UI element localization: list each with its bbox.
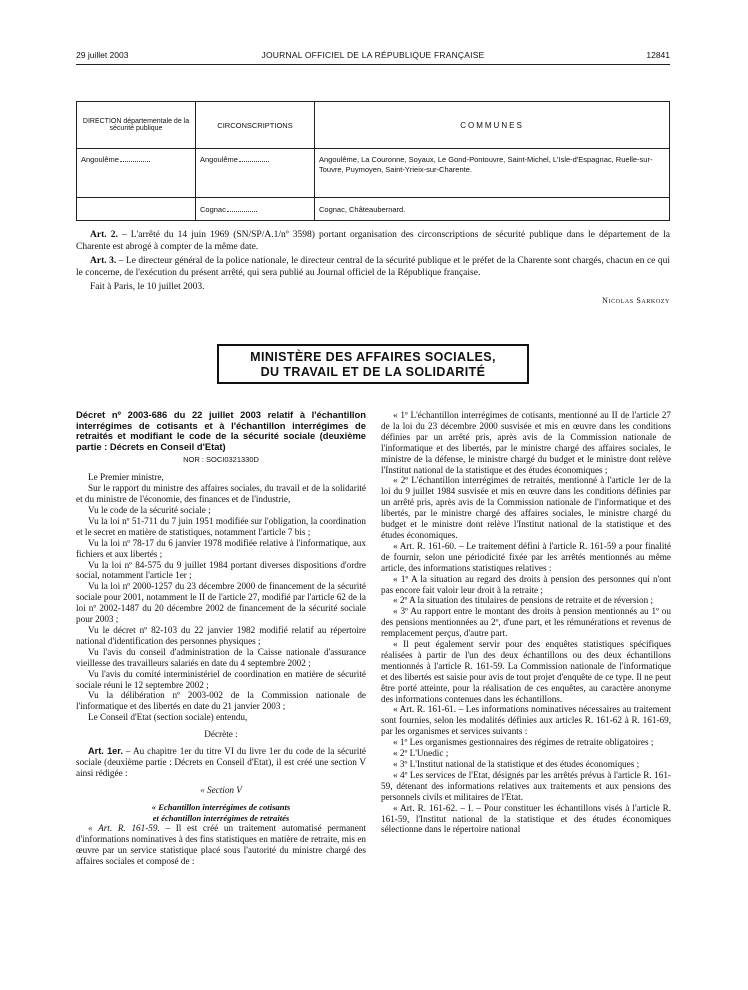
paragraph: « Art. R. 161-60. – Le traitement défini à l'article R. 161-59 a pour finalité de fournir, selon une périodicité fixée par les arrêtés mentionnés au même article, des informations statistiques relatives :: [381, 540, 671, 573]
ministry-box: [217, 344, 529, 384]
paragraph: Vu la loi nº 2000-1257 du 23 décembre 2000 de financement de la sécurité sociale pour 2001, notamment le II de l'article 27, modifié par l'article 62 de la loi nº 2002-1487 du 20 décembre 2002 de financement de la sécurité sociale pour 2003 ;: [76, 581, 366, 625]
article-3: Art. 3. – Le directeur général de la police nationale, le directeur central de la sécurité publique et le préfet de la Charente sont chargés, chacun en ce qui le concerne, de l'exécution du présent arrêté, qui sera publié au Journal officiel de la République française.: [76, 256, 670, 278]
paragraph: « 1º A la situation au regard des droits à pension des personnes qui n'ont pas encore fait valoir leur droit à la retraite ;: [381, 573, 671, 595]
paragraph: « 2º A la situation des titulaires de pensions de retraite et de réversion ;: [393, 595, 654, 606]
paragraph: Vu la délibération nº 2003-002 de la Commission nationale de l'informatique et des libertés en date du 21 janvier 2003 ;: [76, 690, 366, 712]
decrete: Décrète :: [204, 729, 238, 740]
articles-block: [76, 230, 670, 297]
section-title: « Section V: [200, 784, 242, 795]
paragraph: Le Conseil d'Etat (section sociale) entendu,: [88, 712, 248, 723]
cell-communes: Cognac, Châteaubernard.: [315, 198, 670, 221]
paragraph: « Il peut également servir pour des enquêtes statistiques spécifiques réalisées à partir de l'un des deux échantillons ou des deux échantillons mentionnés à l'article R. 161-59. La Commission nationale de l'informatique et des libertés est saisie pour avis de tout projet d'enquête de ce type. Il ne peut être porté atteinte, pour la réalisation de ces enquêtes, au caractère anonyme des informations contenues dans les échantillons.: [381, 639, 671, 704]
cell-circonscription: Cognac: [196, 198, 315, 221]
paragraph: « Art. R. 161-61. – Les informations nominatives nécessaires au traitement sont fournies, selon les modalités définies aux articles R. 161-62 à R. 161-69, par les organismes et services suivants :: [381, 704, 671, 737]
fait-a-paris: Fait à Paris, le 10 juillet 2003.: [90, 282, 205, 292]
header-journal-title: JOURNAL OFFICIEL DE LA RÉPUBLIQUE FRANÇAISE: [261, 50, 485, 60]
paragraph: Vu la loi nº 51-711 du 7 juin 1951 modifiée sur l'obligation, la coordination et le secret en matière de statistiques, notamment l'article 7 bis ;: [76, 515, 366, 537]
header-direction: DIRECTION départementale de la sécurité publique: [77, 102, 196, 149]
table-row: [77, 198, 670, 221]
circonscriptions-table: [76, 101, 670, 221]
header-date: 29 juillet 2003: [76, 50, 129, 60]
section-subtitle-1: « Echantillon interrégimes de cotisants: [151, 801, 291, 812]
paragraph: Vu l'avis du comité interministériel de coordination en matière de sécurité sociale réuni le 12 septembre 2002 ;: [76, 668, 366, 690]
section-subtitle-2: et échantillon interrégimes de retraités: [152, 812, 290, 823]
decree-title: Décret nº 2003-686 du 22 juillet 2003 relatif à l'échantillon interrégimes de cotisants et à l'échantillon interrégimes de retraités et modifiant le code de la sécurité sociale (deuxième partie : Décrets en Conseil d'Etat): [76, 409, 366, 452]
table-row: [77, 149, 670, 198]
paragraph: « 3º Au rapport entre le montant des droits à pension mentionnés au 1º ou des pensions mentionnées au 2º, d'une part, et les rémunérations et revenus de remplacement perçus, d'autre part.: [381, 606, 671, 639]
cell-communes: Angoulême, La Couronne, Soyaux, Le Gond-Pontouvre, Saint-Michel, L'Isle-d'Espagnac, Ruelle-sur-Touvre, Puymoyen, Saint-Yrieix-sur-Charente.: [315, 149, 670, 198]
header-page-number: 12841: [646, 50, 670, 60]
header-communes: COMMUNES: [315, 102, 670, 149]
article-1: Art. 1er. – Au chapitre 1er du titre VI du livre 1er du code de la sécurité sociale (deuxième partie : Décrets en Conseil d'Etat), il est créé une section V ainsi rédigée :: [76, 746, 366, 778]
paragraph: « 1º L'échantillon interrégimes de cotisants, mentionné au II de l'article 27 de la loi du 23 décembre 2000 susvisée et mis en œuvre dans les conditions définies par un arrêté pris, après avis de la Commission nationale de l'informatique et des libertés, par le ministre chargé des affaires sociales, le ministre de la défense, le ministre chargé du budget et le ministre dont relève l'Institut national de la statistique et des études économiques ;: [381, 410, 671, 475]
paragraph: Vu l'avis du conseil d'administration de la Caisse nationale d'assurance vieillesse des travailleurs salariés en date du 4 septembre 2002 ;: [76, 646, 366, 668]
article-r-161-59: « Art. R. 161-59. – Il est créé un traitement automatisé permanent d'informations nominatives à des fins statistiques en matière de retraite, mis en œuvre par un service statistique placé sous l'autorité du ministre chargé des affaires sociales et composé de :: [76, 823, 366, 867]
ministry-line-2: DU TRAVAIL ET DE LA SOLIDARITÉ: [260, 365, 486, 379]
cell-direction: [77, 198, 196, 221]
paragraph: « Art. R. 161-62. – I. – Pour constituer les échantillons visés à l'article R. 161-59, l'Institut national de la statistique et des études économiques sélectionne dans le répertoire national: [381, 802, 671, 835]
paragraph: Vu la loi nº 84-575 du 9 juillet 1984 portant diverses dispositions d'ordre social, notamment l'article 1er ;: [76, 559, 366, 581]
paragraph: Vu le code de la sécurité sociale ;: [88, 505, 211, 515]
paragraph: Sur le rapport du ministre des affaires sociales, du travail et de la solidarité et du ministre de l'économie, des finances et de l'industrie,: [76, 483, 366, 505]
signature: Nicolas Sarkozy: [602, 296, 670, 305]
paragraph: « 3º L'Institut national de la statistique et des études économiques ;: [393, 759, 640, 769]
cell-direction: Angoulême: [77, 149, 196, 198]
right-column: [381, 410, 671, 835]
nor-reference: NOR : SOCI0321330D: [183, 455, 259, 465]
header-circonscriptions: CIRCONSCRIPTIONS: [196, 102, 315, 149]
paragraph: Vu le décret nº 82-103 du 22 janvier 1982 modifié relatif au répertoire national d'identification des personnes physiques ;: [76, 624, 366, 646]
header-rule: [76, 64, 670, 65]
paragraph: « 2º L'échantillon interrégimes de retraités, mentionné à l'article 1er de la loi du 9 juillet 1984 susvisée et mis en œuvre dans les conditions définies par un arrêté pris, après avis de la Commission nationale de l'informatique et des libertés, par le ministre chargé des affaires sociales, le ministre chargé du budget et le ministre dont relève l'Institut national de la statistique et des études économiques.: [381, 475, 671, 540]
paragraph: Vu la loi nº 78-17 du 6 janvier 1978 modifiée relative à l'informatique, aux fichiers et aux libertés ;: [76, 537, 366, 559]
paragraph: Le Premier ministre,: [88, 472, 164, 483]
paragraph: « 4º Les services de l'Etat, désignés par les arrêtés prévus à l'article R. 161-59, détenant des informations relatives aux traitements et aux pensions des personnels civils et militaires de l'Etat.: [381, 769, 671, 802]
paragraph: « 1º Les organismes gestionnaires des régimes de retraite obligatoires ;: [393, 737, 654, 748]
ministry-line-1: MINISTÈRE DES AFFAIRES SOCIALES,: [250, 350, 496, 364]
cell-circonscription: Angoulême: [196, 149, 315, 198]
table-header-row: [77, 102, 670, 149]
left-column: [76, 410, 366, 867]
paragraph: « 2º L'Unedic ;: [393, 748, 449, 759]
article-2: Art. 2. – L'arrêté du 14 juin 1969 (SN/SP/A.1/nº 3598) portant organisation des circonscriptions de sécurité publique dans le département de la Charente est abrogé à compter de la même date.: [76, 230, 670, 252]
